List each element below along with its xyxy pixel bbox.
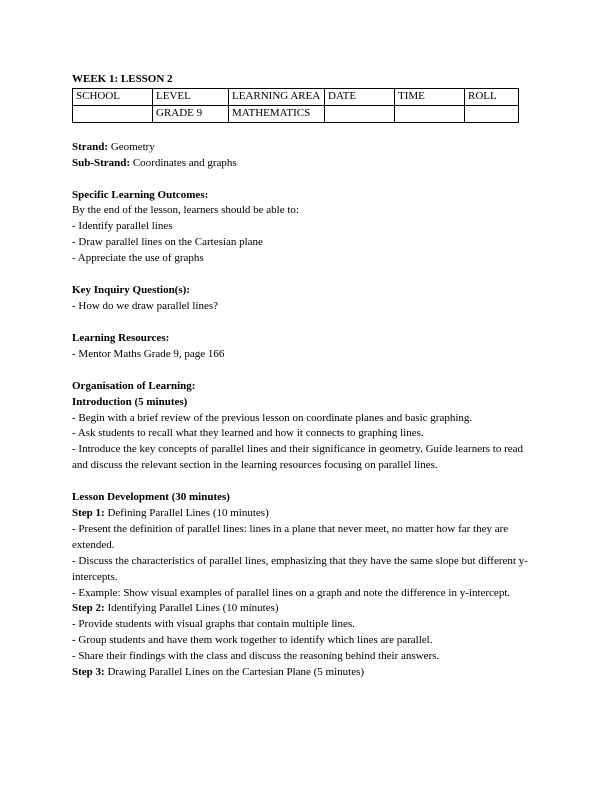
outcomes-intro: By the end of the lesson, learners should be able to: xyxy=(72,204,299,217)
step-1-line xyxy=(72,506,540,522)
step-2-line xyxy=(72,601,540,617)
table-cell: GRADE 9 xyxy=(153,105,229,122)
table-cell: ROLL xyxy=(465,88,519,105)
step-2-label: Step 2: xyxy=(72,602,105,615)
list-item: - Draw parallel lines on the Cartesian plane xyxy=(72,236,263,249)
table-row xyxy=(73,105,519,122)
table-cell: SCHOOL xyxy=(73,88,153,105)
step-3-line xyxy=(72,665,540,681)
list-item: - Provide students with visual graphs that contain multiple lines. xyxy=(72,618,355,631)
inquiry-heading: Key Inquiry Question(s): xyxy=(72,284,190,297)
list-item: - How do we draw parallel lines? xyxy=(72,299,219,312)
list-item: - Introduce the key concepts of parallel lines and their significance in geometry. Guide learners to read and discuss the relevant section in the learning resources focusing on parallel lines. xyxy=(72,443,524,472)
introduction-heading: Introduction (5 minutes) xyxy=(72,395,188,408)
step-1-title: Defining Parallel Lines (10 minutes) xyxy=(107,507,269,520)
lesson-info-table xyxy=(72,88,519,123)
list-item: - Share their findings with the class and discuss the reasoning behind their answers. xyxy=(72,650,440,663)
table-header-row xyxy=(73,88,519,105)
step-2-title: Identifying Parallel Lines (10 minutes) xyxy=(107,602,279,615)
list-item: - Appreciate the use of graphs xyxy=(72,252,204,265)
table-cell: LEARNING AREA xyxy=(229,88,325,105)
sub-strand-line xyxy=(72,156,540,172)
list-item: - Mentor Maths Grade 9, page 166 xyxy=(72,347,225,360)
strand-value: Geometry xyxy=(110,140,155,153)
table-cell xyxy=(395,105,465,122)
step-3-title: Drawing Parallel Lines on the Cartesian Plane (5 minutes) xyxy=(107,666,365,679)
list-item: - Present the definition of parallel lines: lines in a plane that never meet, no matter how far they are extended. xyxy=(72,522,509,551)
step-1-label: Step 1: xyxy=(72,507,105,520)
sub-strand-value: Coordinates and graphs xyxy=(132,156,237,169)
strand-line xyxy=(72,140,540,156)
table-cell xyxy=(325,105,395,122)
table-cell: LEVEL xyxy=(153,88,229,105)
lesson-title: WEEK 1: LESSON 2 xyxy=(72,73,173,85)
list-item: - Group students and have them work together to identify which lines are parallel. xyxy=(72,634,433,647)
list-item: - Discuss the characteristics of parallel lines, emphasizing that they have the same slope but different y-intercepts. xyxy=(72,554,528,583)
list-item: - Identify parallel lines xyxy=(72,220,173,233)
development-heading: Lesson Development (30 minutes) xyxy=(72,491,230,504)
resources-heading: Learning Resources: xyxy=(72,331,170,344)
lesson-plan-page xyxy=(72,72,540,681)
table-cell: TIME xyxy=(395,88,465,105)
table-cell xyxy=(73,105,153,122)
table-cell xyxy=(465,105,519,122)
list-item: - Example: Show visual examples of parallel lines on a graph and note the difference in y-intercept. xyxy=(72,586,511,599)
strand-label: Strand: xyxy=(72,140,109,153)
table-cell: DATE xyxy=(325,88,395,105)
sub-strand-label: Sub-Strand: xyxy=(72,156,131,169)
organisation-heading: Organisation of Learning: xyxy=(72,379,196,392)
table-cell: MATHEMATICS xyxy=(229,105,325,122)
list-item: - Ask students to recall what they learned and how it connects to graphing lines. xyxy=(72,427,424,440)
step-3-label: Step 3: xyxy=(72,666,105,679)
list-item: - Begin with a brief review of the previous lesson on coordinate planes and basic graphing. xyxy=(72,411,473,424)
outcomes-heading: Specific Learning Outcomes: xyxy=(72,188,209,201)
